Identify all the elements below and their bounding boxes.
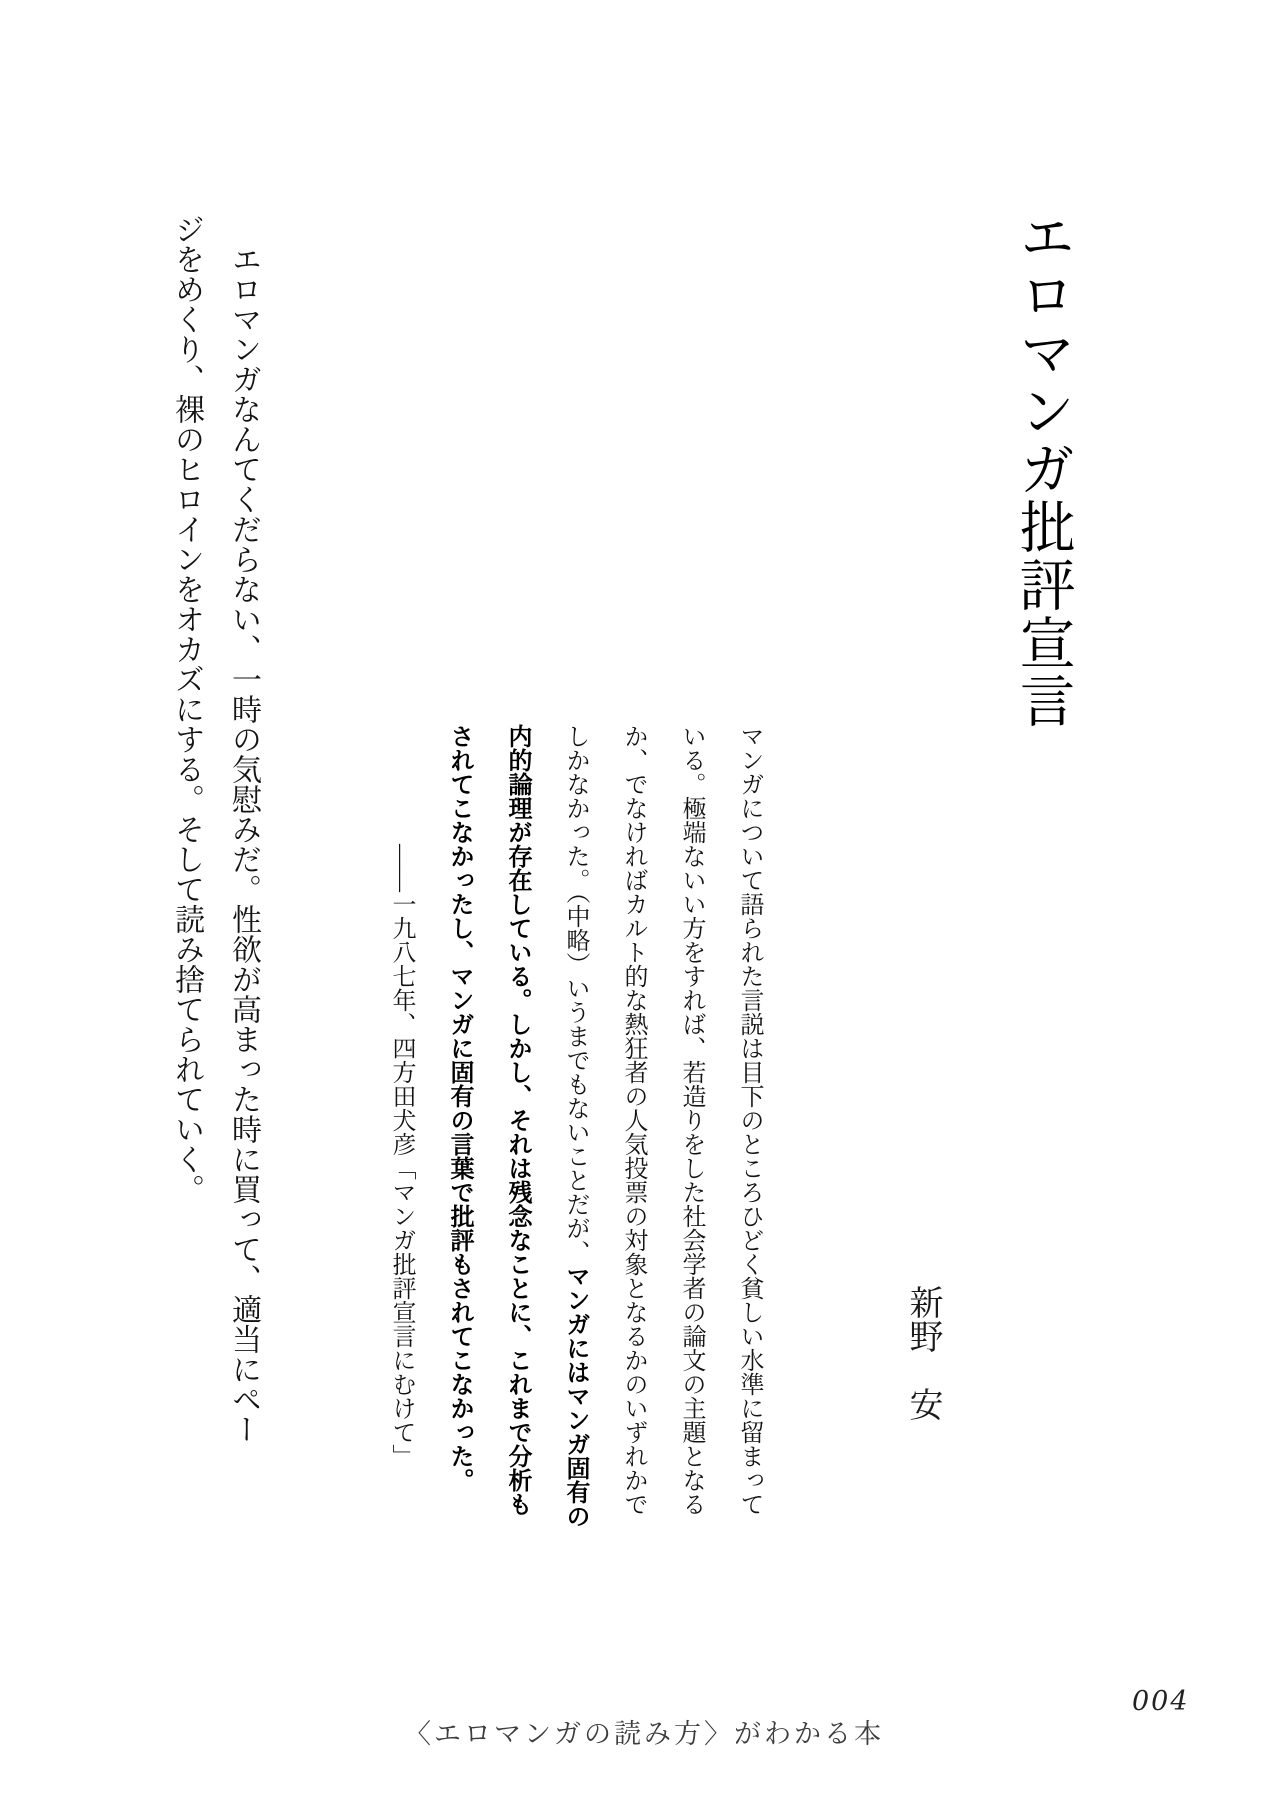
running-title: 〈エロマンガの読み方〉がわかる本: [404, 1719, 884, 1749]
page-number: 004: [1132, 1686, 1190, 1717]
quote-line: いる。極端ないい方をすれば、若造りをした社会学者の論文の主題となる: [678, 724, 704, 1516]
quote-attribution: ——一九八七年、四方田犬彦「マンガ批評宣言にむけて」: [388, 844, 414, 1468]
chapter-title: エロマンガ批評宣言: [1012, 208, 1076, 730]
author-name: 新野 安: [904, 1285, 941, 1421]
quote-line-bold: されてこなかったし、マンガに固有の言葉で批評もされてこなかった。: [446, 724, 473, 1492]
block-quote: [372, 724, 778, 1554]
quote-line: か、でなければカルト的な熱狂者の人気投票の対象となるかのいずれかで: [620, 724, 646, 1516]
quote-line-bold-part: マンガにはマンガ固有の: [562, 1264, 589, 1528]
quote-line-normal-part: しかなかった。（中略）いうまでもないことだが、: [562, 724, 588, 1264]
body-line: ジをめくり、裸のヒロインをオカズにする。そして読み捨てられていく。: [170, 214, 203, 1204]
body-paragraph: [158, 214, 272, 1454]
quote-line-bold: 内的論理が存在している。しかし、それは残念なことに、これまで分析も: [504, 724, 531, 1516]
body-line: エロマンガなんてくだらない、一時の気慰みだ。性欲が高まった時に買って、適当にペー: [227, 244, 260, 1444]
quote-line: [546, 724, 604, 1554]
quote-line: マンガについて語られた言説は目下のところひどく貧しい水準に留まって: [736, 724, 762, 1516]
